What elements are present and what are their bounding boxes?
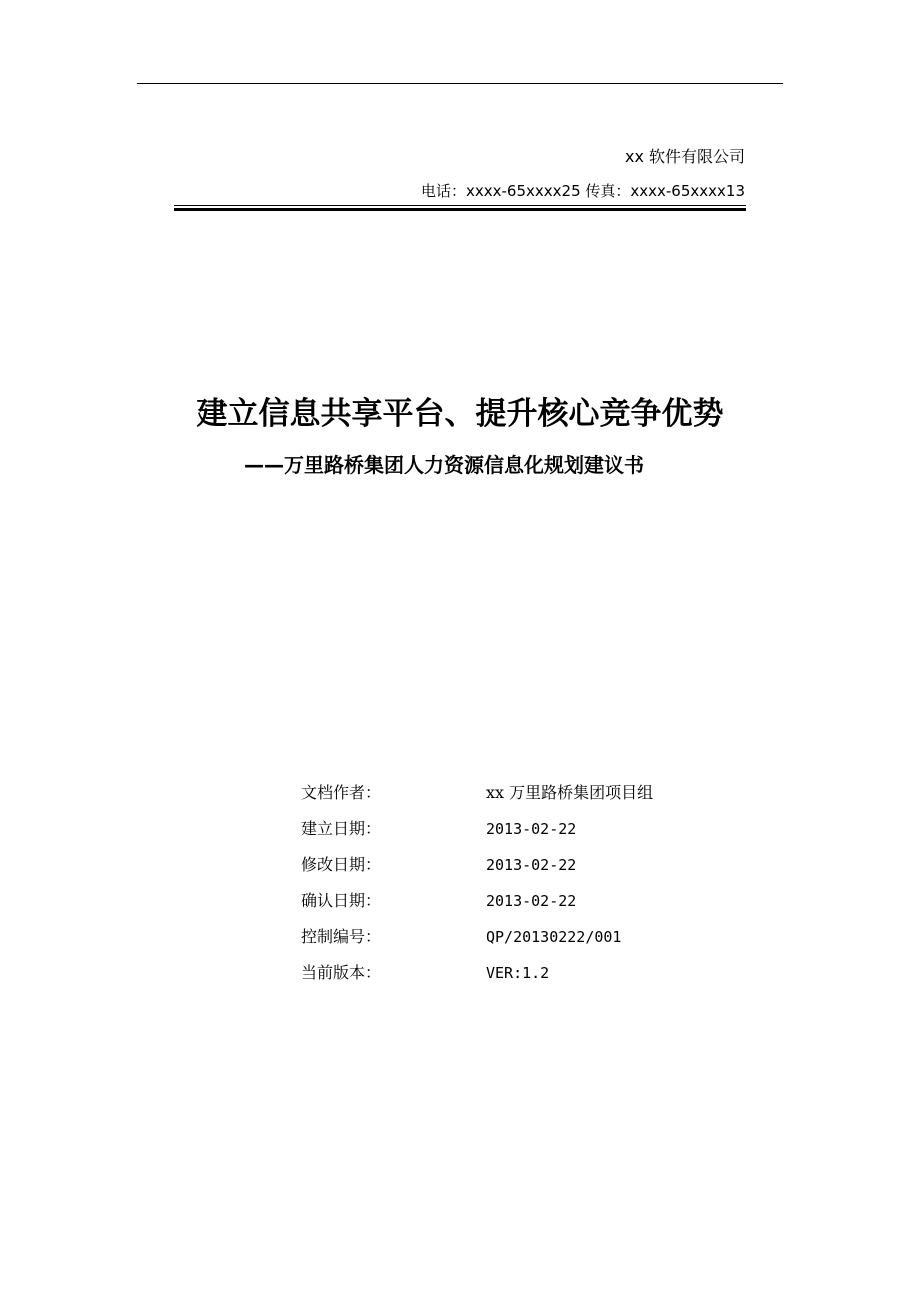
contact-info: 电话：xxxx-65xxxx25 传真：xxxx-65xxxx13	[421, 182, 745, 200]
double-rule-thin	[174, 205, 746, 206]
info-value: 2013-02-22	[486, 856, 577, 874]
info-value: 2013-02-22	[486, 820, 577, 838]
company-name: xx 软件有限公司	[624, 147, 745, 166]
document-subtitle: ——万里路桥集团人力资源信息化规划建议书	[244, 453, 644, 477]
double-rule-thick	[174, 208, 746, 211]
info-value: VER:1.2	[486, 964, 550, 982]
info-value: xx 万里路桥集团项目组	[486, 783, 654, 802]
info-label: 确认日期：	[301, 891, 382, 910]
document-title: 建立信息共享平台、提升核心竞争优势	[196, 396, 724, 432]
info-label: 修改日期：	[301, 855, 382, 874]
info-label: 当前版本：	[301, 963, 382, 982]
info-value: 2013-02-22	[486, 892, 577, 910]
info-value: QP/20130222/001	[486, 928, 622, 946]
info-label: 文档作者：	[301, 783, 382, 802]
header-rule	[137, 83, 783, 84]
info-label: 控制编号：	[301, 927, 382, 946]
header-double-rule	[174, 205, 746, 211]
info-label: 建立日期：	[301, 819, 382, 838]
